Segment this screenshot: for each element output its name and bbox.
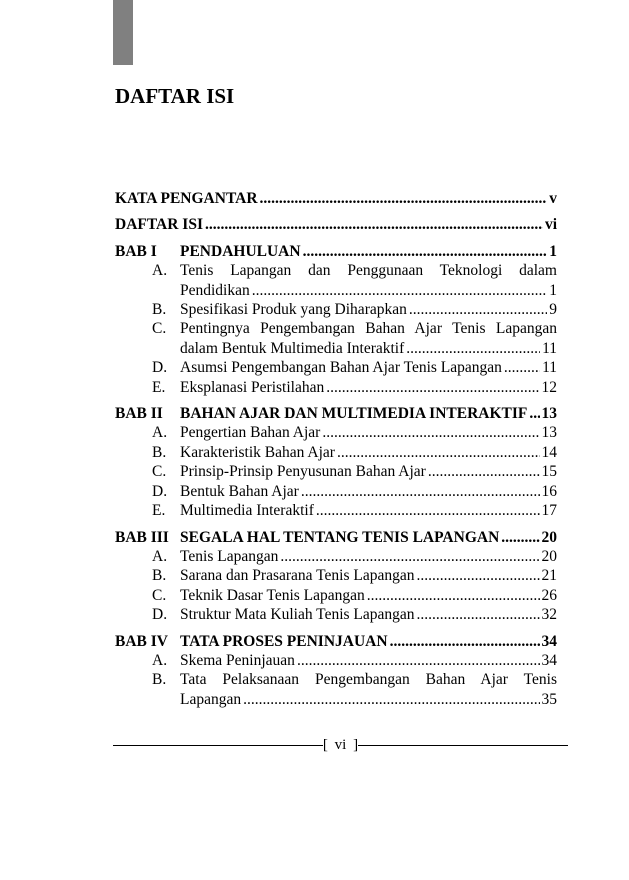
page-number: 15 xyxy=(541,463,557,481)
entry-content xyxy=(180,670,557,709)
entry-content xyxy=(180,242,557,261)
dot-leader xyxy=(426,462,540,481)
entry-last-line xyxy=(180,443,557,462)
entry-title: Pengertian Bahan Ajar xyxy=(180,424,321,442)
dot-leader xyxy=(320,423,539,442)
entry-content xyxy=(180,632,557,651)
entry-last-line xyxy=(180,482,557,501)
entry-title: Sarana dan Prasarana Tenis Lapangan xyxy=(180,567,415,585)
dot-leader xyxy=(324,378,539,397)
toc-entry-item xyxy=(115,358,557,377)
entry-content xyxy=(180,547,557,566)
entry-content xyxy=(180,300,557,319)
entry-last-line xyxy=(180,528,557,547)
dot-leader xyxy=(414,566,539,585)
entry-last-line xyxy=(180,378,557,397)
page-number: 14 xyxy=(541,443,557,461)
entry-title: Struktur Mata Kuliah Tenis Lapangan xyxy=(180,606,415,624)
footer-rule-left xyxy=(113,745,323,746)
page-number: 17 xyxy=(541,502,557,520)
entry-content xyxy=(180,605,557,624)
dot-leader xyxy=(527,404,539,423)
entry-last-line xyxy=(180,339,557,358)
entry-title: Teknik Dasar Tenis Lapangan xyxy=(180,586,365,604)
entry-last-line xyxy=(180,547,557,566)
entry-content xyxy=(180,528,557,547)
entry-content xyxy=(180,651,557,670)
entry-text-line: Pentingnya Pengembangan Bahan Ajar Tenis Lapangan xyxy=(180,320,557,338)
item-letter: E. xyxy=(152,378,166,396)
toc-entry-front xyxy=(115,189,557,208)
entry-content xyxy=(180,443,557,462)
entry-title: Pendidikan xyxy=(180,281,250,299)
entry-text-line: Tata Pelaksanaan Pengembangan Bahan Ajar Tenis xyxy=(180,671,557,689)
entry-title: PENDAHULUAN xyxy=(180,242,301,260)
entry-title: TATA PROSES PENINJAUAN xyxy=(180,632,388,650)
toc-entry-chapter xyxy=(115,242,557,261)
entry-content xyxy=(115,215,557,234)
toc-entry-item xyxy=(115,547,557,566)
dot-leader xyxy=(404,339,540,358)
dot-leader xyxy=(335,443,540,462)
entry-content xyxy=(180,404,557,423)
entry-title: Skema Peninjauan xyxy=(180,651,295,669)
entry-last-line xyxy=(180,501,557,520)
page-number: 34 xyxy=(541,651,557,669)
entry-title: Multimedia Interaktif xyxy=(180,502,314,520)
page-number: 35 xyxy=(541,690,557,708)
entry-content xyxy=(180,261,557,300)
chapter-label: BAB III xyxy=(115,528,169,546)
dot-leader xyxy=(301,242,548,261)
item-letter: D. xyxy=(152,482,168,500)
page-number: 11 xyxy=(542,359,557,377)
dot-leader xyxy=(365,586,540,605)
page-number: 21 xyxy=(541,567,557,585)
item-letter: B. xyxy=(152,443,167,461)
entry-last-line xyxy=(180,651,557,670)
entry-title: Tenis Lapangan xyxy=(180,547,279,565)
page-number: 1 xyxy=(549,242,557,260)
page-number: 20 xyxy=(541,528,557,546)
entry-last-line xyxy=(180,404,557,423)
item-letter: C. xyxy=(152,463,167,481)
toc-entry-item xyxy=(115,319,557,358)
entry-title: Lapangan xyxy=(180,690,242,708)
page-number: 16 xyxy=(541,482,557,500)
entry-last-line xyxy=(180,281,557,300)
toc-entry-item xyxy=(115,261,557,300)
page-number: 13 xyxy=(541,405,557,423)
entry-content xyxy=(115,189,557,208)
entry-title: DAFTAR ISI xyxy=(115,216,203,234)
footer-rule-right xyxy=(358,745,568,746)
page-number: 20 xyxy=(541,547,557,565)
entry-title: dalam Bentuk Multimedia Interaktif xyxy=(180,339,405,357)
chapter-label: BAB II xyxy=(115,405,163,423)
entry-last-line xyxy=(180,586,557,605)
dot-leader xyxy=(241,690,539,709)
entry-title: BAHAN AJAR DAN MULTIMEDIA INTERAKTIF xyxy=(180,405,528,423)
entry-content xyxy=(180,586,557,605)
entry-last-line xyxy=(180,632,557,651)
item-letter: B. xyxy=(152,671,167,689)
bookmark-tab-bar xyxy=(113,0,133,65)
page-number: 9 xyxy=(549,301,557,319)
entry-title: Spesifikasi Produk yang Diharapkan xyxy=(180,301,407,319)
toc-entry-item xyxy=(115,482,557,501)
dot-leader xyxy=(502,358,540,377)
toc-entry-chapter xyxy=(115,528,557,547)
toc-entry-item xyxy=(115,605,557,624)
item-letter: A. xyxy=(152,651,168,669)
toc-entry-front xyxy=(115,215,557,234)
entry-content xyxy=(180,423,557,442)
toc-entry-chapter xyxy=(115,404,557,423)
toc-entry-chapter xyxy=(115,632,557,651)
entry-content xyxy=(180,566,557,585)
entry-title: Eksplanasi Peristilahan xyxy=(180,378,325,396)
chapter-label: BAB I xyxy=(115,242,157,260)
dot-leader xyxy=(499,528,539,547)
entry-last-line xyxy=(180,605,557,624)
entry-title: Prinsip-Prinsip Penyusunan Bahan Ajar xyxy=(180,463,426,481)
toc-entry-item xyxy=(115,378,557,397)
entry-last-line xyxy=(180,690,557,709)
toc-entry-item xyxy=(115,443,557,462)
dot-leader xyxy=(388,632,540,651)
entry-title: Asumsi Pengembangan Bahan Ajar Tenis Lapangan xyxy=(180,359,502,377)
page-number: 32 xyxy=(541,606,557,624)
toc-entry-item xyxy=(115,462,557,481)
item-letter: D. xyxy=(152,606,168,624)
dot-leader xyxy=(407,300,547,319)
item-letter: B. xyxy=(152,301,167,319)
dot-leader xyxy=(415,605,540,624)
item-letter: C. xyxy=(152,320,167,338)
page-number: 13 xyxy=(541,424,557,442)
item-letter: B. xyxy=(152,567,167,585)
page-footer xyxy=(113,737,568,754)
item-letter: A. xyxy=(152,262,168,280)
item-letter: C. xyxy=(152,586,167,604)
dot-leader xyxy=(314,501,540,520)
entry-title: Karakteristik Bahan Ajar xyxy=(180,443,335,461)
toc-entry-item xyxy=(115,566,557,585)
entry-title: Bentuk Bahan Ajar xyxy=(180,482,299,500)
entry-last-line xyxy=(115,189,557,208)
chapter-label: BAB IV xyxy=(115,632,168,650)
entry-title: SEGALA HAL TENTANG TENIS LAPANGAN xyxy=(180,528,500,546)
entry-text-line: Tenis Lapangan dan Penggunaan Teknologi dalam xyxy=(180,262,557,280)
item-letter: D. xyxy=(152,359,168,377)
entry-last-line xyxy=(180,242,557,261)
entry-last-line xyxy=(180,300,557,319)
entry-content xyxy=(180,378,557,397)
page-title: DAFTAR ISI xyxy=(115,84,235,108)
item-letter: E. xyxy=(152,502,166,520)
page-number: 11 xyxy=(542,339,557,357)
toc-entry-item xyxy=(115,501,557,520)
entry-content xyxy=(180,319,557,358)
page-number: 12 xyxy=(541,378,557,396)
entry-content xyxy=(180,501,557,520)
toc-entry-item xyxy=(115,423,557,442)
entry-content xyxy=(180,462,557,481)
entry-last-line xyxy=(180,423,557,442)
dot-leader xyxy=(299,482,540,501)
toc-entry-item xyxy=(115,670,557,709)
entry-last-line xyxy=(180,462,557,481)
toc-entry-item xyxy=(115,651,557,670)
item-letter: A. xyxy=(152,547,168,565)
page-number: 34 xyxy=(541,632,557,650)
table-of-contents xyxy=(115,182,557,709)
dot-leader xyxy=(258,189,548,208)
page-number: 26 xyxy=(541,586,557,604)
dot-leader xyxy=(250,281,548,300)
entry-title: KATA PENGANTAR xyxy=(115,190,258,207)
page-number: vi xyxy=(544,216,557,234)
page-number: v xyxy=(549,190,557,207)
toc-entry-item xyxy=(115,300,557,319)
dot-leader xyxy=(295,651,540,670)
entry-last-line xyxy=(180,566,557,585)
dot-leader xyxy=(203,215,543,234)
dot-leader xyxy=(278,547,539,566)
footer-page-number: [ vi ] xyxy=(322,737,359,753)
entry-last-line xyxy=(180,358,557,377)
entry-last-line xyxy=(115,215,557,234)
item-letter: A. xyxy=(152,424,168,442)
entry-content xyxy=(180,482,557,501)
entry-content xyxy=(180,358,557,377)
page-number: 1 xyxy=(549,281,557,299)
toc-entry-item xyxy=(115,586,557,605)
